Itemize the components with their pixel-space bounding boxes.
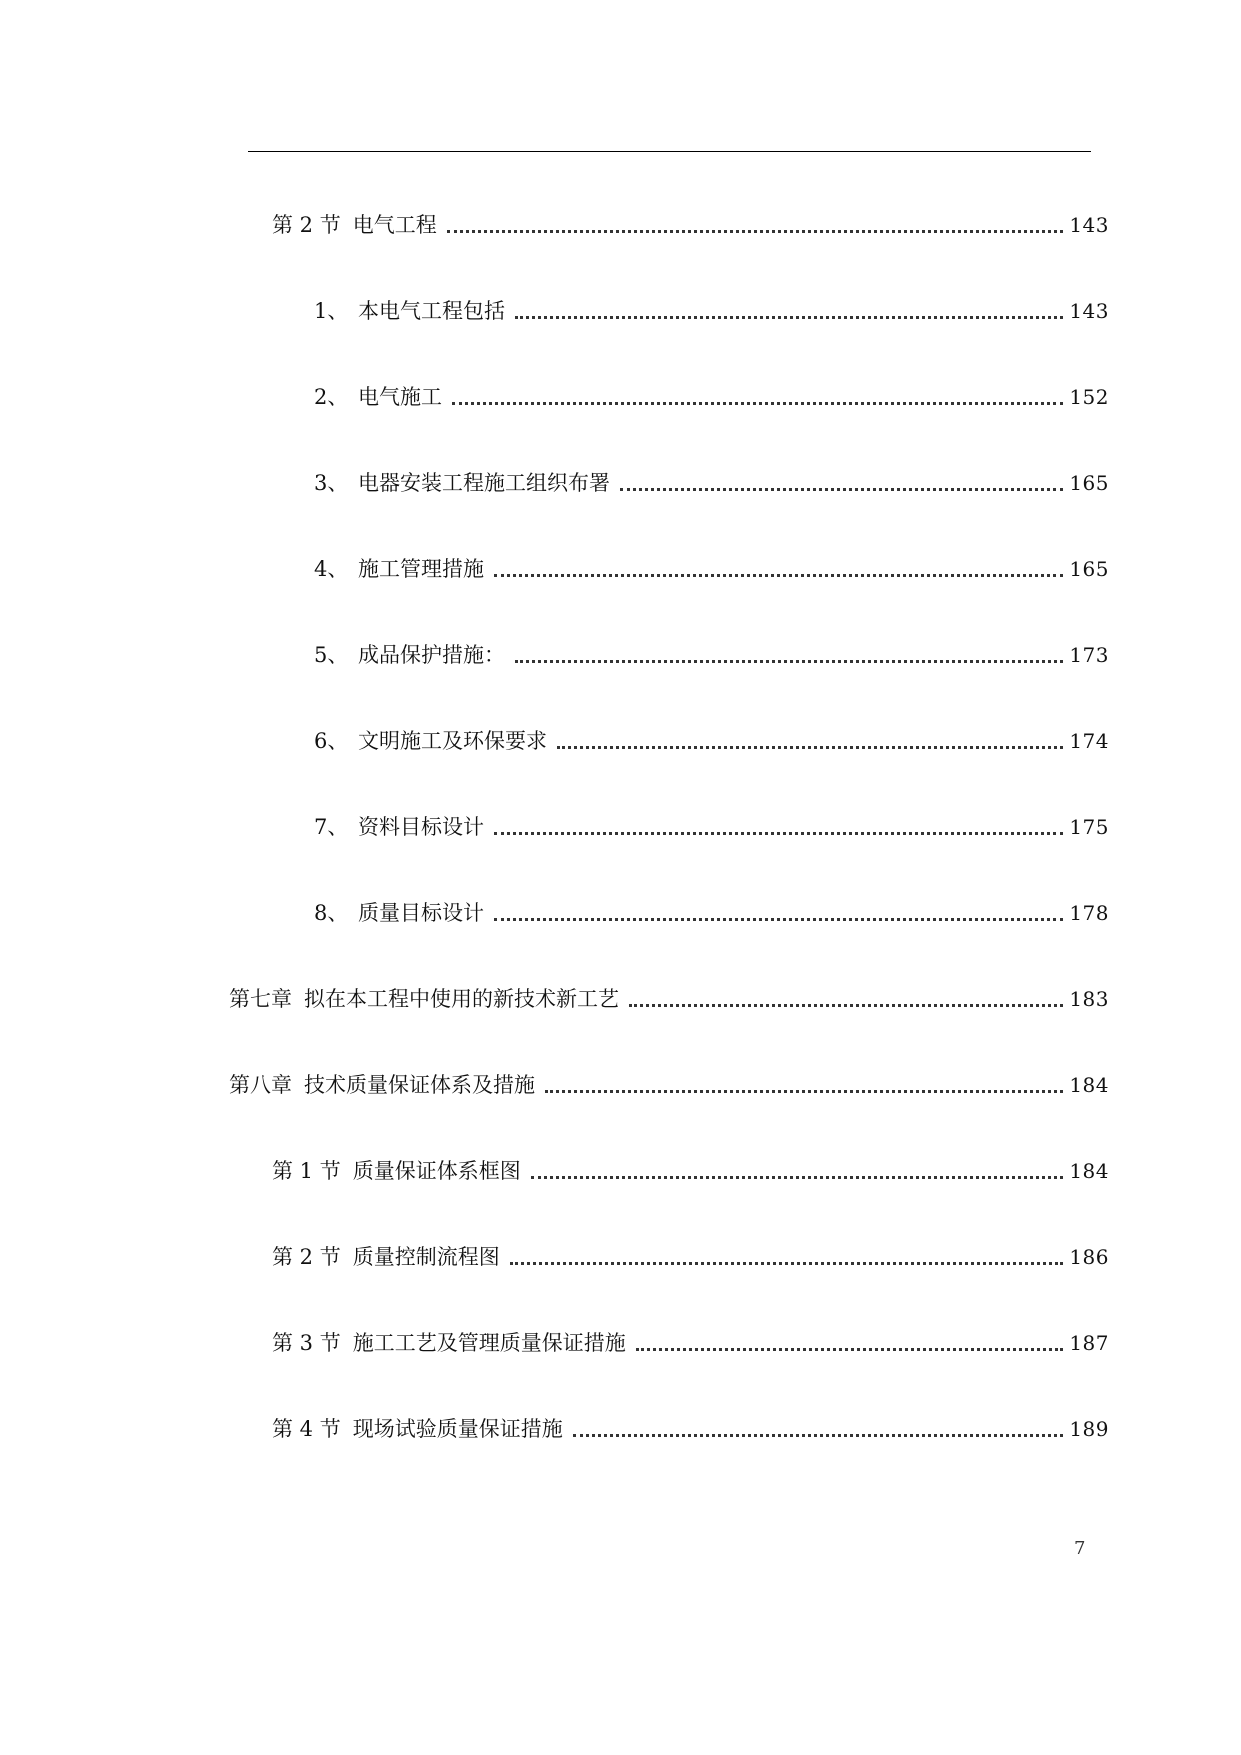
toc-entry-title: 成品保护措施： bbox=[358, 643, 505, 667]
toc-entry[interactable] bbox=[314, 639, 1109, 671]
toc-entry-label bbox=[314, 553, 484, 585]
toc-entry-title: 施工管理措施 bbox=[358, 557, 484, 581]
toc-entry-number: 8、 bbox=[314, 901, 349, 925]
toc-entry-label bbox=[314, 639, 505, 671]
toc-entry-title: 技术质量保证体系及措施 bbox=[304, 1073, 535, 1097]
toc-entry[interactable] bbox=[314, 811, 1109, 843]
toc-dot-leader bbox=[515, 660, 1063, 663]
toc-dot-leader bbox=[494, 832, 1063, 835]
toc-entry-page: 184 bbox=[1069, 1073, 1109, 1097]
toc-entry[interactable] bbox=[314, 553, 1109, 585]
toc-entry-page: 186 bbox=[1069, 1245, 1109, 1269]
toc-entry-page: 175 bbox=[1069, 815, 1109, 839]
toc-entry-title: 电器安装工程施工组织布署 bbox=[358, 471, 610, 495]
toc-entry-number: 5、 bbox=[314, 643, 349, 667]
toc-entry-title: 本电气工程包括 bbox=[358, 299, 505, 323]
toc-entry-label bbox=[229, 1069, 535, 1101]
toc-dot-leader bbox=[620, 488, 1063, 491]
toc-dot-leader bbox=[494, 574, 1063, 577]
toc-entry-number: 6、 bbox=[314, 729, 349, 753]
toc-entry[interactable] bbox=[272, 209, 1109, 241]
toc-entry-title: 质量保证体系框图 bbox=[352, 1159, 521, 1183]
toc-entry-page: 184 bbox=[1069, 1159, 1109, 1183]
toc-entry-title: 文明施工及环保要求 bbox=[358, 729, 547, 753]
toc-entry-title: 质量控制流程图 bbox=[352, 1245, 500, 1269]
toc-entry-page: 189 bbox=[1069, 1417, 1109, 1441]
toc-entry-title: 施工工艺及管理质量保证措施 bbox=[352, 1331, 626, 1355]
toc-entry-label bbox=[314, 811, 484, 843]
toc-entry-title: 现场试验质量保证措施 bbox=[352, 1417, 563, 1441]
toc-dot-leader bbox=[573, 1434, 1064, 1437]
toc-dot-leader bbox=[515, 316, 1063, 319]
toc-entry-label bbox=[314, 897, 484, 929]
toc-entry-title: 质量目标设计 bbox=[358, 901, 484, 925]
toc-entry-label bbox=[314, 381, 442, 413]
toc-entry-number: 3、 bbox=[314, 471, 349, 495]
toc-entry[interactable] bbox=[272, 1413, 1109, 1445]
toc-dot-leader bbox=[531, 1176, 1064, 1179]
toc-entry-number: 4、 bbox=[314, 557, 349, 581]
toc-dot-leader bbox=[494, 918, 1063, 921]
toc-entry-page: 165 bbox=[1069, 471, 1109, 495]
toc-entry-number: 1、 bbox=[314, 299, 349, 323]
toc-entry-page: 187 bbox=[1069, 1331, 1109, 1355]
toc-entry-page: 152 bbox=[1069, 385, 1109, 409]
toc-entry-page: 143 bbox=[1069, 299, 1109, 323]
toc-entry-label bbox=[272, 1327, 626, 1359]
toc-entry[interactable] bbox=[314, 897, 1109, 929]
toc-entry-number: 第 4 节 bbox=[272, 1417, 341, 1441]
toc-entry-number: 第八章 bbox=[229, 1073, 292, 1097]
toc-entry-label bbox=[272, 209, 437, 241]
toc-entry-number: 2、 bbox=[314, 385, 349, 409]
toc-entry-label bbox=[272, 1155, 521, 1187]
toc-entry-title: 电气工程 bbox=[352, 213, 437, 237]
toc-dot-leader bbox=[447, 230, 1064, 233]
toc-entry[interactable] bbox=[272, 1155, 1109, 1187]
toc-entry[interactable] bbox=[272, 1327, 1109, 1359]
toc-entry-label bbox=[229, 983, 619, 1015]
toc-dot-leader bbox=[629, 1004, 1063, 1007]
toc-entry-page: 183 bbox=[1069, 987, 1109, 1011]
toc-entry-page: 173 bbox=[1069, 643, 1109, 667]
toc-dot-leader bbox=[557, 746, 1063, 749]
toc-entry-label bbox=[272, 1241, 500, 1273]
toc-entry-page: 165 bbox=[1069, 557, 1109, 581]
toc-entry[interactable] bbox=[229, 1069, 1109, 1101]
toc-entry-number: 7、 bbox=[314, 815, 349, 839]
toc-entry-number: 第七章 bbox=[229, 987, 292, 1011]
toc-entry-label bbox=[272, 1413, 563, 1445]
toc-dot-leader bbox=[510, 1262, 1064, 1265]
toc-entry-label bbox=[314, 467, 610, 499]
toc-entry-number: 第 1 节 bbox=[272, 1159, 341, 1183]
toc-entry-page: 143 bbox=[1069, 213, 1109, 237]
toc-entry-number: 第 2 节 bbox=[272, 213, 341, 237]
toc-entry[interactable] bbox=[272, 1241, 1109, 1273]
toc-entry-label bbox=[314, 725, 547, 757]
toc-entry[interactable] bbox=[314, 467, 1109, 499]
toc-dot-leader bbox=[452, 402, 1063, 405]
toc-entry-title: 拟在本工程中使用的新技术新工艺 bbox=[304, 987, 619, 1011]
toc-entry[interactable] bbox=[314, 295, 1109, 327]
toc-entry[interactable] bbox=[314, 725, 1109, 757]
toc-dot-leader bbox=[545, 1090, 1063, 1093]
toc-entry-page: 178 bbox=[1069, 901, 1109, 925]
toc-entry-title: 资料目标设计 bbox=[358, 815, 484, 839]
toc-entry-page: 174 bbox=[1069, 729, 1109, 753]
toc-entry-number: 第 2 节 bbox=[272, 1245, 341, 1269]
toc-entry-title: 电气施工 bbox=[358, 385, 442, 409]
toc-entry-label bbox=[314, 295, 505, 327]
toc-entry[interactable] bbox=[229, 983, 1109, 1015]
toc-entry[interactable] bbox=[314, 381, 1109, 413]
toc-entry-number: 第 3 节 bbox=[272, 1331, 341, 1355]
toc-dot-leader bbox=[636, 1348, 1064, 1351]
page-number: 7 bbox=[1074, 1538, 1086, 1559]
